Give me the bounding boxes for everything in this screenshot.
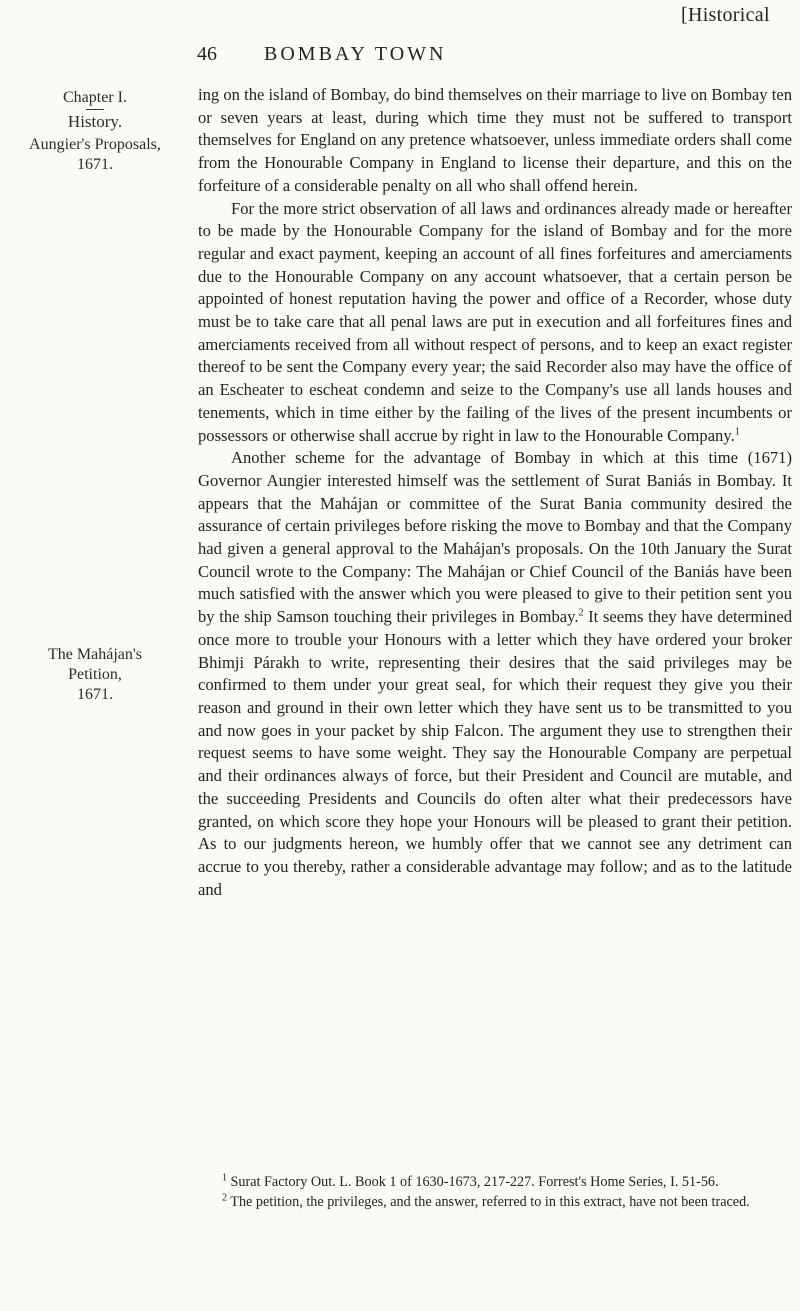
footnote-2 (198, 1193, 792, 1213)
footnote-1 (198, 1173, 792, 1193)
petition-year: 1671. (77, 686, 113, 703)
footnote-ref-2: 2 (578, 607, 584, 619)
sidebar-petition-note (0, 645, 190, 705)
proposals-year: 1671. (77, 156, 113, 173)
paragraph-3-text-a: Another scheme for the advantage of Bombay in which at this time (1671) Governor Aungier interested himself was the settlement of Surat Baniás in Bombay. It appears that the Mahájan or committee of the Surat Bania community desired the assurance of certain privileges before risking the move to Bombay and that the Company had given a general approval to the Mahájan's proposals. On the 10th January the Surat Council wrote to the Company: The Mahájan or Chief Council of the Baniás have been much satisfied with the answer which you were pleased to give to their petition sent you by the ship Samson touching their privileges in Bombay. (198, 448, 792, 627)
paragraph-3 (198, 447, 792, 901)
paragraph-3-text-b: It seems they have determined once more to trouble your Honours with a letter which they have ordered your broker Bhimji Párakh to write, representing their desires that the said privileges may be confirmed to them under your great seal, for which their request they give you their reason and ground in their own letter which they have sent us to be transmitted to you and now goes in your packet by ship Falcon. The argument they use to strengthen their request seems to have some weight. They say the Honourable Company are perpetual and their ordinances always of force, but their President and Council are mutable, and the succeeding Presidents and Councils do often alter what their predecessors have granted, on which score they hope your Honours will be pleased to grant their petition. As to our judgments hereon, we humbly offer that we cannot see any detriment can accrue to you thereby, rather a considerable advantage may follow; and as to the latitude and (198, 607, 793, 899)
footnote-1-mark: 1 (222, 1172, 227, 1184)
section-header: [Historical (681, 4, 770, 26)
proposals-label: Aungier's Proposals, (29, 136, 161, 153)
chapter-rule (86, 109, 104, 110)
petition-label: The Mahájan's (48, 646, 142, 663)
footnotes (198, 1173, 792, 1212)
chapter-label: Chapter I. (63, 89, 127, 106)
petition-label-2: Petition, (68, 666, 122, 683)
page-number: 46 (197, 43, 217, 65)
footnote-2-mark: 2 (222, 1191, 227, 1203)
footnote-ref-1: 1 (734, 426, 740, 438)
paragraph-2-text: For the more strict observation of all laws and ordinances already made or hereafter to be made by the Honourable Company for the island of Bombay and for the more regular and exact payment, keeping an account of all fines forfeitures and amerciaments due to the Honourable Company on any account whatsoever, that a certain person be appointed of honest reputation having the power and office of a Recorder, whose duty must be to take care that all penal laws are put in execution and all forfeitures fines and amerciaments received from all without respect of persons, and to keep an exact register thereof to be sent the Company every year; the said Recorder also may have the office of an Escheater to escheat condemn and seize to the Company's use all lands houses and tenements, which in time either by the failing of the lives of the present incumbents or possessors or otherwise shall accrue by right in law to the Honourable Company. (198, 198, 792, 445)
body-text (198, 84, 792, 901)
paragraph-1: ing on the island of Bombay, do bind themselves on their marriage to live on Bombay ten or seven years at least, during which time they must not be suffered to transport themselves for England on any pretence whatsoever, unless immediate orders shall come from the Honourable Company in England to license their departure, and this on the forfeiture of a considerable penalty on all who shall offend herein. (198, 85, 792, 195)
history-label: History. (67, 112, 123, 131)
footnote-1-text: Surat Factory Out. L. Book 1 of 1630-1673, 217-227. Forrest's Home Series, I. 51-56. (227, 1174, 719, 1190)
sidebar-chapter-note (0, 88, 190, 175)
footnote-2-text: The petition, the privileges, and the answer, referred to in this extract, have not been traced. (227, 1193, 750, 1210)
paragraph-2 (198, 198, 792, 448)
running-title: BOMBAY TOWN (264, 43, 447, 65)
